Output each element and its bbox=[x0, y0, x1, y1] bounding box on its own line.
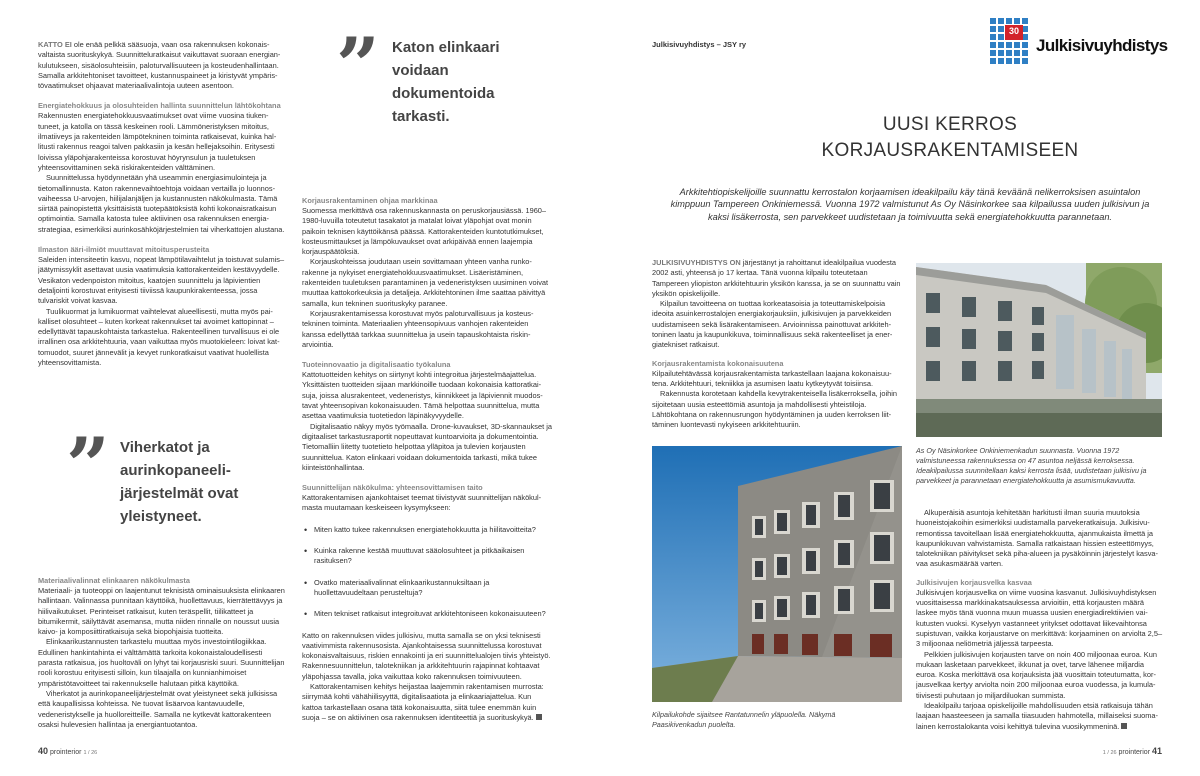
paragraph: Tuulikuormat ja lumikuormat vaihtelevat alueellisesti, mutta myös paikalliset olosuhteet – kuten korkeat rakennukset tai avoimet kattopinnat – edellyttävät tapauskohtaista tarkastelua. Rakenteellinen turvallisuus ei ole irrallinen osa arkkitehtuuria, vaan vaikuttaa myös muotokieleen: loivat kattomuodot, suuret jännevälit ja kevyet runkoratkaisut vaativat huolellista yhteensovittamista. bbox=[38, 306, 280, 368]
issue-number: 1 / 26 bbox=[1102, 750, 1117, 756]
paragraph bbox=[916, 701, 1166, 732]
end-mark-icon bbox=[1121, 723, 1127, 729]
logo-text: Julkisivuyhdistys bbox=[1036, 36, 1168, 55]
page-number: 41 bbox=[1151, 746, 1162, 756]
end-mark-icon bbox=[536, 714, 542, 720]
paragraph: Suomessa merkittävä osa rakennuskannasta on peruskorjausiässä. 1960–1980-luvuilla toteutetut tasakatot ja matalat loivat yläpohjat ovat monin paikoin teknisen käyttöikänsä päässä. Kattorakenteiden kuntotutkimukset, kosteusmittaukset ja lämpökuvaukset ovat arkipäivää ennen laajempia korjauspäätöksiä. bbox=[302, 206, 547, 257]
subheading: Julkisivujen korjausvelka kasvaa bbox=[916, 577, 1032, 587]
issue-number: 1 / 26 bbox=[83, 750, 98, 756]
right-column-1 bbox=[652, 258, 902, 438]
paragraph: Kattorakentamisen ajankohtaiset teemat tiivistyvät suunnittelijan näkökulmasta muutamaan keskeiseen kysymykseen: bbox=[302, 493, 542, 513]
paragraph bbox=[302, 682, 552, 723]
subheading: Korjausrakentamista kokonaisuutena bbox=[652, 358, 784, 368]
quote-mark-icon: ” bbox=[336, 21, 374, 110]
paragraph: Alkuperäisiä asuntoja kehitetään harkitusti ilman suuria muutoksia huoneistojakoihin esimerkiksi uudistamalla parvekeratkaisuja. Julkisivuremontissa tavoitellaan lisää energiatehokkuutta, ajanmukaista ilmettä ja kaupunkikuvan vahvistamista. Samalla ratkaistaan hissien esteettömyys, talotekniikan päivitykset sekä piha-alueen ja pysäköinnin järjestelyt kasvavaa asukasmäärää varten. bbox=[916, 508, 1158, 569]
logo-grid-icon bbox=[990, 18, 1036, 64]
paragraph: Kilpailun tavoitteena on tuottaa korkeatasoisia ja toteuttamiskelpoisia ideoita asuinkerrostalojen energiakorjauksiin, julkisivujen ja parvekkeiden uudistamiseen sekä lisärakentamiseen. Arvioinnissa painottuvat arkkitehtoninen laatu ja kaupunkikuva, toiminnallisuus sekä rakenteelliset ja energiatekniset ratkaisut. bbox=[652, 299, 893, 350]
photo-building-street bbox=[916, 263, 1162, 437]
paragraph: Viherkatot ja aurinkopaneelijärjestelmät ovat yleistyneet sekä julkisissa että kaupallisissa kohteissa. Ne tuovat lisäarvoa kantavuudelle, vedeneristykselle ja huolloreitteille. Samalla ne kytkevät kattorakenteen osaksi hulevesien hallintaa ja energiantuotantoa. bbox=[38, 688, 278, 729]
caption-bottom-photo: Kilpailukohde sijaitsee Rantatunnelin yläpuolella. Näkymä Paasikivenkadun puolelta. bbox=[652, 710, 836, 729]
paragraph: Korjausrakentamisessa korostuvat myös paloturvallisuus ja kosteustekninen toiminta. Materiaalien yhteensopivuus vanhojen rakenteiden kanssa edellyttää tarkkaa suunnittelua ja usein tapauskohtaista riskinarviointia. bbox=[302, 308, 534, 349]
building-photo-image bbox=[916, 263, 1162, 437]
list-item: • Miten katto tukee rakennuksen energiatehokkuutta ja hiilitavoitteita? bbox=[302, 525, 552, 535]
paragraph: Julkisivujen korjausvelka on viime vuosina kasvanut. Julkisivuyhdistyksen vuosittaisessa markkinakatsauksessa arvioitiin, että korjausten määrä laskee myös tänä vuonna muun muassa uusien energiadirektiivien vaikutusten vuoksi. Kyselyyn vastanneet yritykset odottavat liikevaihtonsa supistuvan, vaikka korjaustarve on merkittävä: korjaaminen on arviolta 2,5–3 miljoonaa neliömetriä jäljessä tarpeesta. bbox=[916, 587, 1163, 649]
list-item: • Kuinka rakenne kestää muuttuvat sääolosuhteet ja pitkäaikaisen rasituksen? bbox=[302, 546, 552, 567]
julkisivuyhdistys-logo bbox=[990, 16, 1168, 66]
paragraph-text: järjestänyt ja rahoittanut ideakilpailua vuodesta 2002 asti, yhteensä jo 17 kertaa. Tänä vuonna kilpailu toteutetaan Tampereen yliopiston arkkitehtuurin yksikön kanssa, ja se on suunnattu vain yksikön opiskelijoille. bbox=[652, 258, 901, 298]
paragraph: Kattotuotteiden kehitys on siirtynyt kohti integroitua järjestelmäajattelua. Yksittäisten tuotteiden sijaan markkinoille tuodaan kokonaisia kattoratkaisuja, joissa alusrakenteet, vedeneristys, kiinnikkeet ja läpiviennit muodostavat yhteensopivan kokonaisuuden. Tämä helpottaa suunnittelua, mutta asettaa vaatimuksia tuotetiedon läpinäkyvyydelle. bbox=[302, 370, 543, 421]
right-page bbox=[600, 0, 1200, 776]
magazine-name: prointerior bbox=[49, 749, 82, 756]
subheading: Tuoteinnovaatio ja digitalisaatio työkaluna bbox=[302, 360, 451, 370]
paragraph: Materiaali- ja tuoteoppi on laajentunut teknisistä ominaisuuksista elinkaaren hallintaan. Valinnassa punnitaan käyttöikä, huollettavuus, kierrätettävyys ja hiilivaikutukset. Perinteiset ratkaisut, kuten teräspellit, tiilikatteet ja bitumikermit, säilyttävät asemansa, mutta niiden rinnalle on noussut uusia kaivo- ja komposiittiratkaisuja sekä biopohjaisia tuotteita. bbox=[38, 586, 285, 637]
right-column-2 bbox=[916, 508, 1166, 744]
paragraph: Pelkkien julkisivujen korjausten tarve on noin 400 miljoonaa euroa. Kun mukaan lasketaan parvekkeet, ikkunat ja ovet, tarve lähenee miljardia euroa. Koska merkittävä osa korjauksista jää vuosittain toteutumatta, korjausvelkaa kertyy arviolta noin 200 miljoonaa euroa vuodessa, ja kumulatiivisesti puhutaan jo miljardiluokan summista. bbox=[916, 649, 1157, 700]
paragraph: Elinkaarikustannusten tarkastelu muuttaa myös investointilogiikkaa. Edullinen hankintahinta ei välttämättä tarkoita kokonaistaloudellisesti parasta ratkaisua, jos huoltoväli on lyhyt tai korjausriski suuri. Suunnittelijan rooli korostuu erityisesti silloin, kun tilaajalla on kunnianhimoiset ympäristötavoitteet tai rakennukselle halutaan pitkä käyttöikä. bbox=[38, 637, 285, 688]
pull-quote: Katon elinkaari voidaan dokumentoida tarkasti. bbox=[392, 39, 500, 125]
paragraph: Katto on rakennuksen viides julkisivu, mutta samalla se on yksi teknisesti vaativimmista rakennusosista. Ajankohtaisessa suunnittelussa korostuvat kokonaisvaltaisuus, riskien ennakointi ja eri suunnittelualojen tiivis yhteistyö. Rakennesuunnittelun, talotekniikan ja arkkitehtuurin rajapinnat kohtaavat yläpohjassa tavalla, joka vaikuttaa koko rakennuksen toimivuuteen. bbox=[302, 630, 551, 681]
article-title bbox=[750, 112, 1150, 164]
paragraph-text: Ideakilpailu tarjoaa opiskelijoille mahdollisuuden etsiä ratkaisuja tähän laajaan haasteeseen ja samalla tiiasuuden hahmotella, millaiseksi suomalainen kerrostalokanta voisi kehittyä tulevina vuosikymmeninä. bbox=[916, 701, 1158, 731]
caption-top-photo: As Oy Näsinkorkee Onkiniemenkadun suunnasta. Vuonna 1972 valmistuneessa rakennuksessa on 47 asuntoa neljässä kerroksessa. Ideakilpailussa suunnitellaan kaksi kerrosta lisää, uudistetaan julkisivu ja parvekkeet ja parannetaan energiatehokkuutta ja asumismukavuutta. bbox=[916, 446, 1147, 485]
photo-building-facade bbox=[652, 446, 902, 702]
paragraph: Digitalisaatio näkyy myös työmaalla. Drone-kuvaukset, 3D-skannaukset ja digitaaliset tarkastusraportit nopeuttavat kuntoarvioita ja dokumentointia. Tietomalliin liitetty tuotetieto helpottaa ylläpitoa ja tulevien korjausten suunnittelua. Katon elinkaari voidaan dokumentoida tarkasti, mikä tukee kiinteistönhallintaa. bbox=[302, 421, 552, 472]
subheading: Suunnittelijan näkökulma: yhteensovittamisen taito bbox=[302, 483, 483, 493]
lead-in: JULKISIVUYHDISTYS ON bbox=[652, 258, 741, 267]
subheading: Materiaalivalinnat elinkaaren näkökulmasta bbox=[38, 576, 190, 585]
list-item: • Miten tekniset ratkaisut integroituvat arkkitehtoniseen kokonaisuuteen? bbox=[302, 609, 552, 619]
paragraph: Kilpailutehtävässä korjausrakentamista tarkastellaan laajana kokonaisuutena. Arkkitehtuuri, tekniikka ja asumisen laatu kytkeytyvät toisiinsa. bbox=[652, 368, 892, 388]
paragraph: Korjauskohteissa joudutaan usein sovittamaan yhteen vanha runkorakenne ja nykyiset energiatehokkuusvaatimukset. Lisäeristäminen, rakenteiden tuuletuksen parantaminen ja vedeneristyksen uusiminen voivat muuttaa kattokorkeuksia ja detaljeja. Arkkitehtoninen ilme saattaa päivittyä samalla, kun tekninen suorituskyky paranee. bbox=[302, 257, 549, 308]
paragraph: Suunnittelussa hyödynnetään yhä useammin energiasimulointeja ja tietomallinnusta. Katon rakennevaihtoehtoja voidaan vertailla jo luonnosvaiheessa U-arvojen, hiilijalanjäljen ja kustannusten näkökulmasta. Tämä siirtää painopistettä yksittäisistä tuotepäätöksistä kohti kokonaisratkaisun optimointia. Samalla katosta tulee aktiivinen osa rakennuksen energiastrategiaa, esimerkiksi aurinkosähköjärjestelmien tai viherkattojen alustana. bbox=[38, 173, 285, 234]
magazine-name: prointerior bbox=[1118, 749, 1151, 756]
list-item: • Ovatko materiaalivalinnat elinkaarikustannuksiltaan ja huollettavuudeltaan perusteltuja? bbox=[302, 578, 552, 599]
folio-left bbox=[38, 746, 97, 756]
quote-mark-icon: ” bbox=[66, 421, 104, 510]
folio-right bbox=[1103, 746, 1162, 756]
pull-quote: Viherkatot ja aurinkopaneelijärjestelmät ovat yleistyneet. bbox=[120, 439, 239, 525]
subheading: Korjausrakentaminen ohjaa markkinaa bbox=[302, 196, 438, 205]
left-column-1-bottom bbox=[38, 576, 286, 746]
paragraph-text: Kattorakentamisen kehitys heijastaa laajemmin rakentamisen murrosta: siirrymää kohti vähähiilisyyttä, digitalisaatiota ja elinkaariajattelua. Kun kattoa tarkastellaan osana tätä kokonaisuutta, siitä tulee enemmän kuin suoja – se on aktiivinen osa rakennuksen identiteettiä ja suorituskykyä. bbox=[302, 681, 544, 722]
ingress: Arkkitehtiopiskelijoille suunnattu kerrostalon korjaamisen ideakilpailu käy tänä keväänä nelikerroksisen asuintalon kimppuun Tampereen Onkiniemessä. Vuonna 1972 valmistunut As Oy Näsinkorkee saa kilpailussa uuden julkisivun ja kaksi lisäkerrosta, sen parvekkeet uudistetaan ja toimivuutta sekä energiatehokkuutta parannetaan. bbox=[670, 187, 1150, 222]
subheading: Ilmaston ääri-ilmiöt muuttavat mitoitusperusteita bbox=[38, 245, 210, 255]
subheading: Energiatehokkuus ja olosuhteiden hallinta suunnittelun lähtökohtana bbox=[38, 101, 281, 111]
left-column-2 bbox=[302, 196, 552, 746]
paragraph: Rakennusten energiatehokkuusvaatimukset ovat viime vuosina tiukentuneet, ja katolla on tässä keskeinen rooli. Lämmöneristyksen mitoitus, ilmatiiveys ja rakenteiden lämpötekninen toiminta ratkaisevat, kuinka hallitusti rakennus reagoi talven pakkasiin ja kesän hellejaksoihin. Eritysesti loivissa yläpohjarakenteissa korostuvat höyrynsulun ja tuuletuksen yhteensovittaminen sekä riskirakenteiden välttäminen. bbox=[38, 111, 277, 172]
title-line-2: KORJAUSRAKENTAMISEEN bbox=[821, 140, 1079, 161]
paragraph: Rakennusta korotetaan kahdella kevytrakenteisella lisäkerroksella, joihin sijoitetaan uusia esteettömiä asuntoja ja mahdollisesti yhteistiloja. Lähtökohtana on rakennusrungon hyödyntäminen ja uuden kerroksen liittäminen luontevasti nykyiseen arkkitehtuuriin. bbox=[652, 389, 898, 430]
logo-badge: 30 bbox=[1008, 26, 1019, 36]
intro-paragraph: ole enää pelkkä sääsuoja, vaan osa rakennuksen kokonaisvaltaista suorituskykyä. Suunnitteluratkaisut vaikuttavat suoraan energiankulutukseen, sisäolosuhteisiin, paloturvallisuuteen ja kosteudenhallintaan. Samalla arkkitehtoniset tavoitteet, kustannuspaineet ja kiristyvät ympäristövaatimukset ohjaavat materiaalivalintoja uuteen asentoon. bbox=[38, 40, 281, 91]
kicker: Julkisivuyhdistys – JSY ry bbox=[652, 40, 747, 49]
paragraph: Saleiden intensiteetin kasvu, nopeat lämpötilavaihtelut ja toistuvat sulamis–jäätymissyklit asettavat uusia vaatimuksia kattorakenteiden kestävyydelle. Vesikaton vedenpoiston mitoitus, kaatojen suunnittelu ja läpivientien detaljointi korostuvat erityisesti tiiviissä kaupunkirakenteessa, jossa tulvariskit voivat kasvaa. bbox=[38, 255, 285, 306]
page-number: 40 bbox=[38, 746, 49, 756]
lead-in: KATTO EI bbox=[38, 40, 72, 49]
title-line-1: UUSI KERROS bbox=[882, 114, 1018, 135]
facade-photo-image bbox=[652, 446, 902, 702]
